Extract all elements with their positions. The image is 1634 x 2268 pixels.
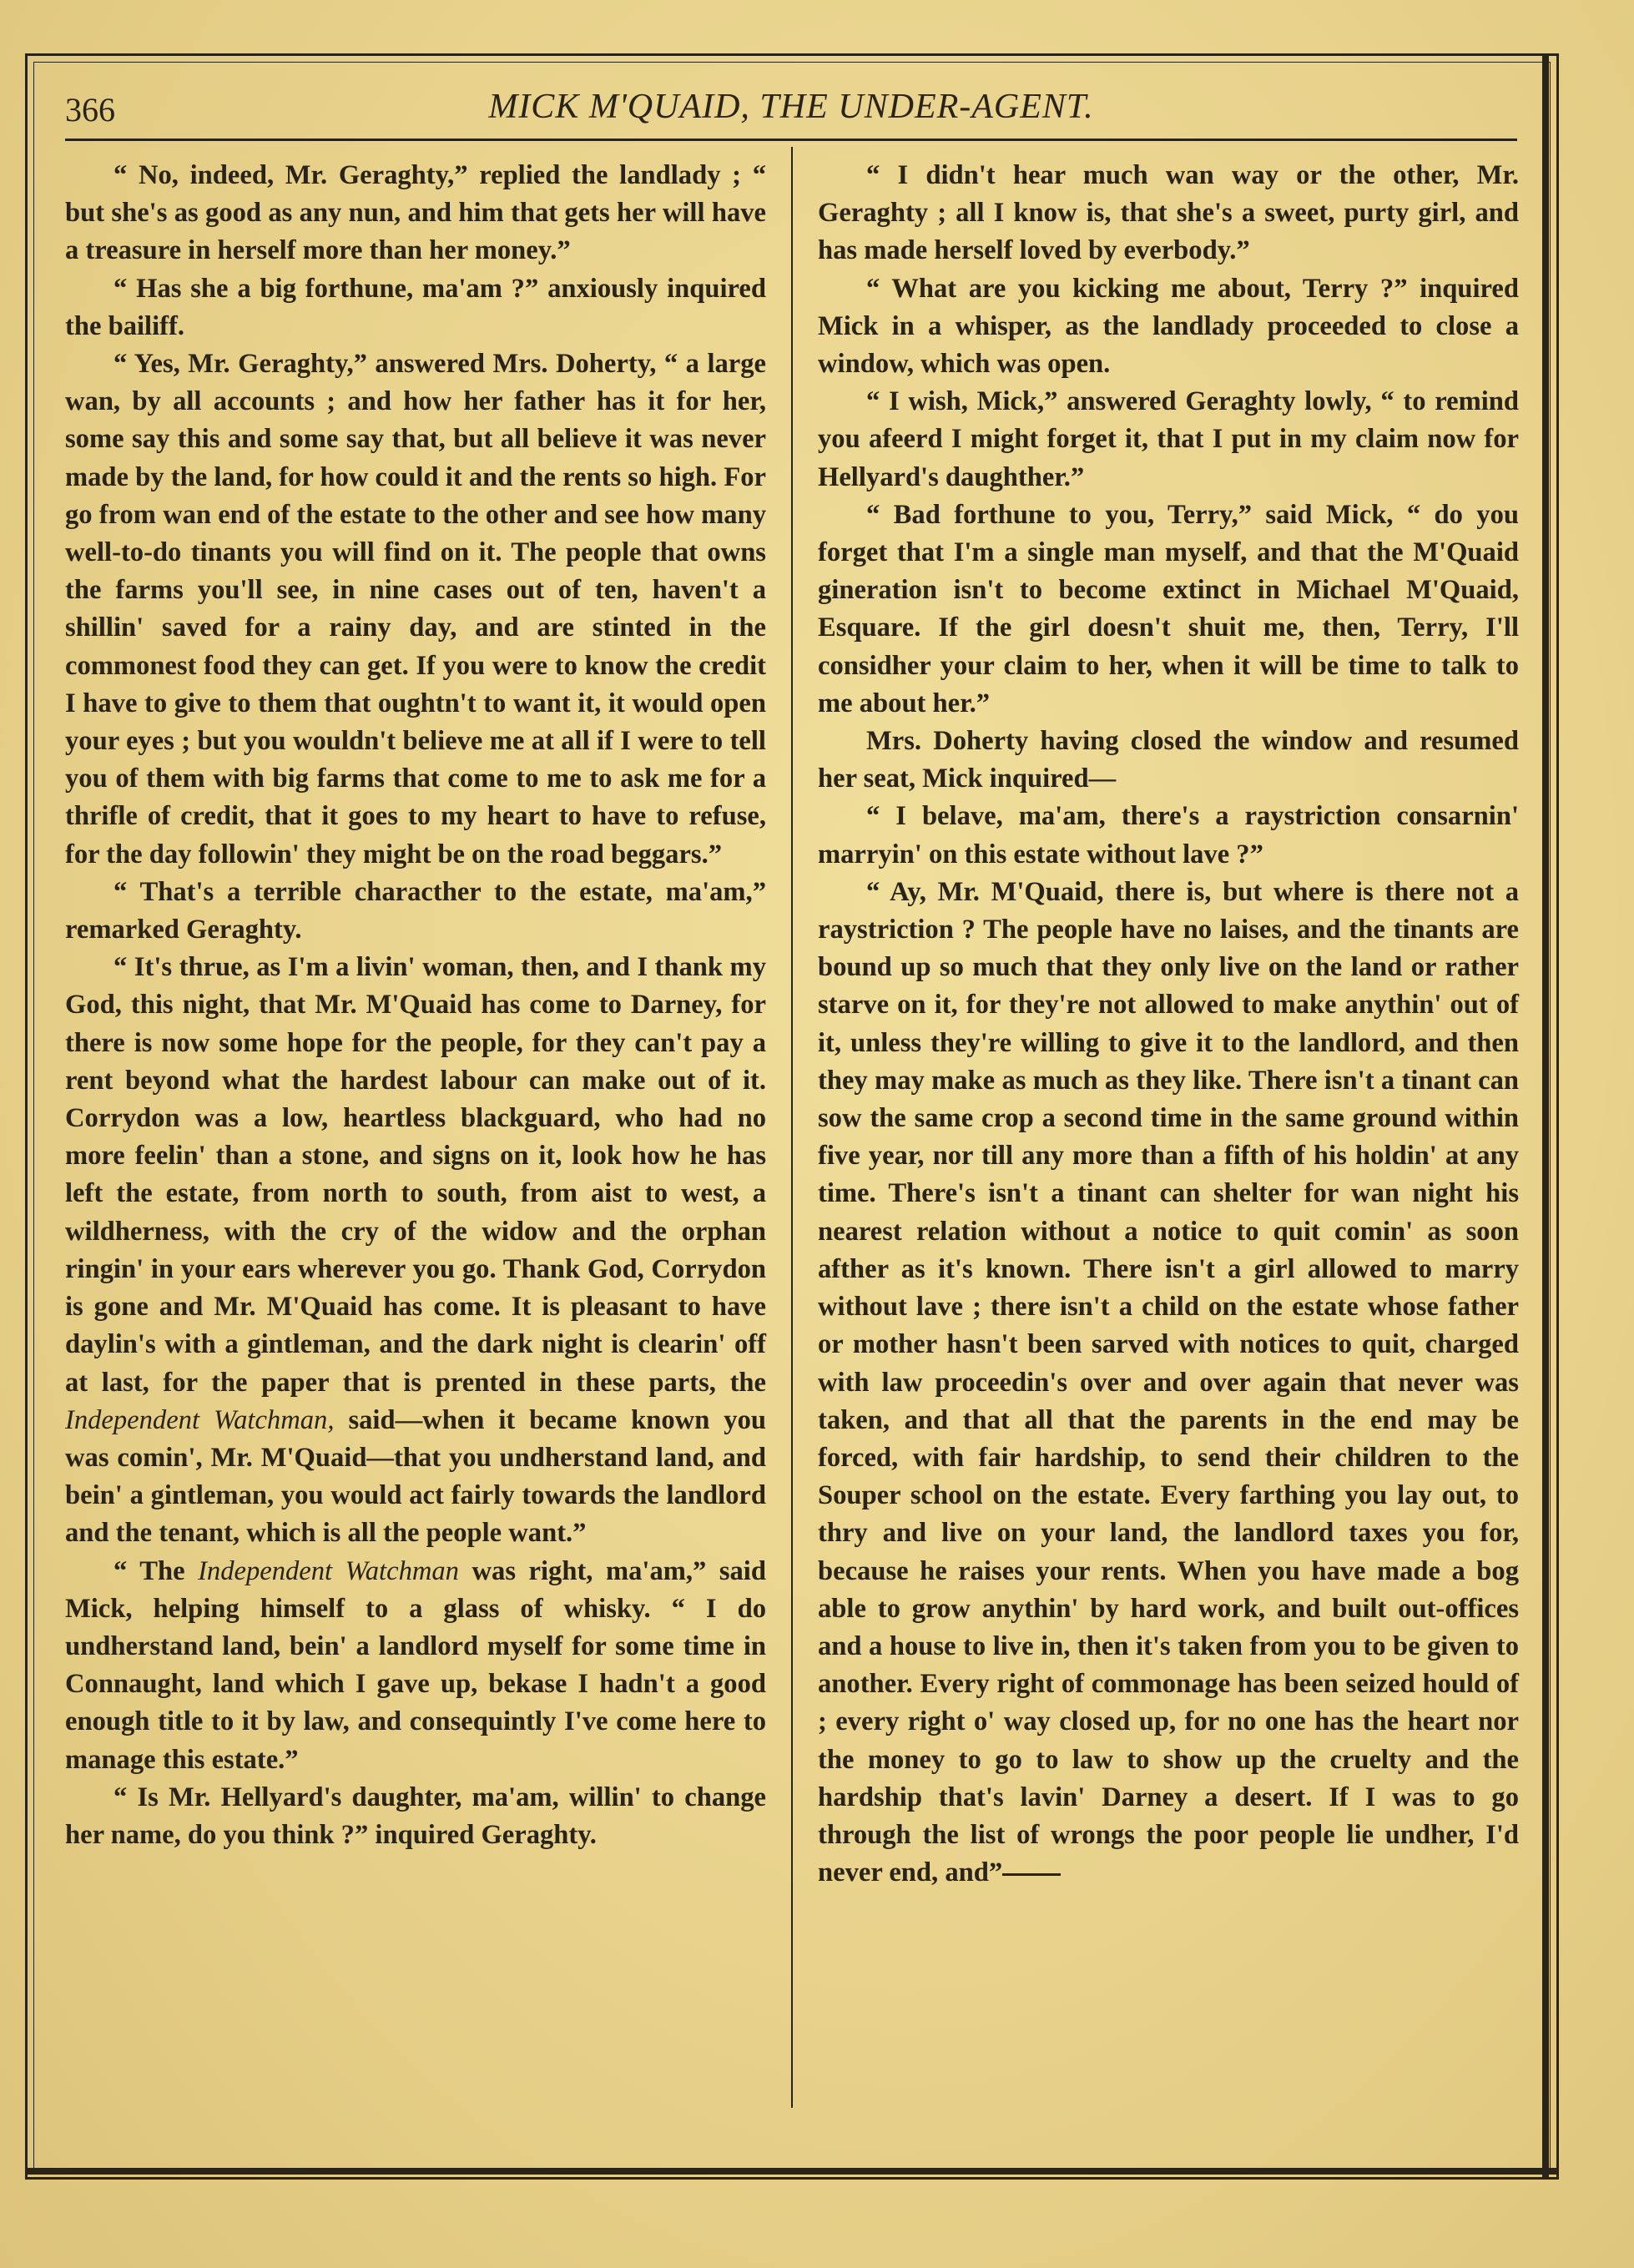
paragraph: “ The Independent Watchman was right, ma'am,” said Mick, helping himself to a glass of whisky. “ I do undherstand land, bein' a landlord myself for some time in Connaught, land which I gave up, bekase I hadn't a good enough title to it by law, and consequintly I've come here to manage this estate.” [65, 1555, 766, 1775]
page-header [65, 83, 1517, 134]
paragraph: “ Yes, Mr. Geraghty,” answered Mrs. Doherty, “ a large wan, by all accounts ; and how her father has it for her, some say this and some say that, but all believe it was never made by the land, for how could it and the rents so high. For go from wan end of the estate to the other and see how many well-to-do tinants you will find on it. The people that owns the farms you'll see, in nine cases out of ten, haven't a shillin' saved for a rainy day, and are stinted in the commonest food they can get. If you were to know the credit I have to give to them that oughtn't to want it, it would open your eyes ; but you wouldn't believe me at all if I were to tell you of them with big farms that come to me to ask me for a thrifle of credit, that it goes to my heart to have to refuse, for the day followin' they might be on the road beggars.” [65, 349, 766, 869]
paragraph: “ I belave, ma'am, there's a raystriction consarnin' marryin' on this estate without lave ?” [818, 801, 1519, 869]
running-title: MICK M'QUAID, THE UNDER-AGENT. [488, 88, 1094, 126]
paragraph: “ Bad forthune to you, Terry,” said Mick, “ do you forget that I'm a single man myself, and that the M'Quaid gineration isn't to become extinct in Michael M'Quaid, Esquare. If the girl doesn't shuit me, then, Terry, I'll considher your claim to her, when it will be time to talk to me about her.” [818, 499, 1519, 718]
paragraph: “ What are you kicking me about, Terry ?” inquired Mick in a whisper, as the landlady proceeded to close a window, which was open. [818, 273, 1519, 380]
paragraph: “ No, indeed, Mr. Geraghty,” replied the landlady ; “ but she's as good as any nun, and him that gets her will have a treasure in herself more than her money.” [65, 160, 766, 266]
paragraph: “ Has she a big forthune, ma'am ?” anxiously inquired the bailiff. [65, 273, 766, 341]
closing-dash [1002, 1873, 1061, 1876]
left-column [65, 157, 766, 1854]
page-number: 366 [65, 91, 115, 129]
paragraph: “ Ay, Mr. M'Quaid, there is, but where is there not a raystriction ? The people have no laises, and the tinants are bound up so much that they only live on the land or rather starve on it, for they're not allowed to make anythin' out of it, unless they're willing to give it to the landlord, and then they may make as much as they like. There isn't a tinant can sow the same crop a second time in the same ground within five year, nor till any more than a fifth of his holdin' at any time. There's isn't a tinant can shelter for wan night his nearest relation without a notice to quit comin' as soon afther as it's known. There isn't a girl allowed to marry without lave ; there isn't a child on the estate whose father or mother hasn't been sarved with notices to quit, charged with law proceedin's over and over again that never was taken, and that all that the parents in the end may be forced, with fair hardship, to send their children to the Souper school on the estate. Every farthing you lay out, to thry and live on your land, the landlord taxes you for, because he raises your rents. When you have made a bog able to grow anythin' by hard work, and built out-offices and a house to live in, then it's taken from you to be given to another. Every right of commonage has been seized hould of ; every right o' way closed up, for no one has the heart nor the money to go to law to show up the cruelty and the hardship that's lavin' Darney a desert. If I was to go through the list of wrongs the poor people lie undher, I'd never end, and” [818, 876, 1519, 1888]
column-divider [791, 147, 793, 2108]
paragraph: “ It's thrue, as I'm a livin' woman, then, and I thank my God, this night, that Mr. M'Quaid has come to Darney, for there is now some hope for the people, for they can't pay a rent beyond what the hardest labour can make out of it. Corrydon was a low, heartless blackguard, who had no more feelin' than a stone, and signs on it, look how he has left the estate, from north to south, from aist to west, a wildherness, with the cry of the widow and the orphan ringin' in your ears wherever you go. Thank God, Corrydon is gone and Mr. M'Quaid has come. It is pleasant to have daylin's with a gintleman, and the dark night is clearin' off at last, for the paper that is prented in these parts, the Independent Watchman, said—when it became known you was comin', Mr. M'Quaid—that you undherstand land, and bein' a gintleman, you would act fairly towards the landlord and the tenant, which is all the people want.” [65, 952, 766, 1549]
paragraph: “ Is Mr. Hellyard's daughter, ma'am, willin' to change her name, do you think ?” inquired Geraghty. [65, 1782, 766, 1850]
header-rule [65, 139, 1517, 141]
right-column [818, 157, 1519, 1892]
paragraph: “ I wish, Mick,” answered Geraghty lowly, “ to remind you afeerd I might forget it, that I put in my claim now for Hellyard's daughther.” [818, 386, 1519, 492]
page-border-right-rule [1542, 53, 1549, 2180]
paragraph: “ I didn't hear much wan way or the other, Mr. Geraghty ; all I know is, that she's a sweet, purty girl, and has made herself loved by everbody.” [818, 160, 1519, 266]
newspaper-title: Independent Watchman [198, 1555, 459, 1586]
paragraph: Mrs. Doherty having closed the window and resumed her seat, Mick inquired— [818, 726, 1519, 794]
page-border-bottom-rule [25, 2168, 1559, 2175]
paragraph: “ That's a terrible characther to the estate, ma'am,” remarked Geraghty. [65, 876, 766, 945]
newspaper-title: Independent Watchman, [65, 1404, 335, 1435]
